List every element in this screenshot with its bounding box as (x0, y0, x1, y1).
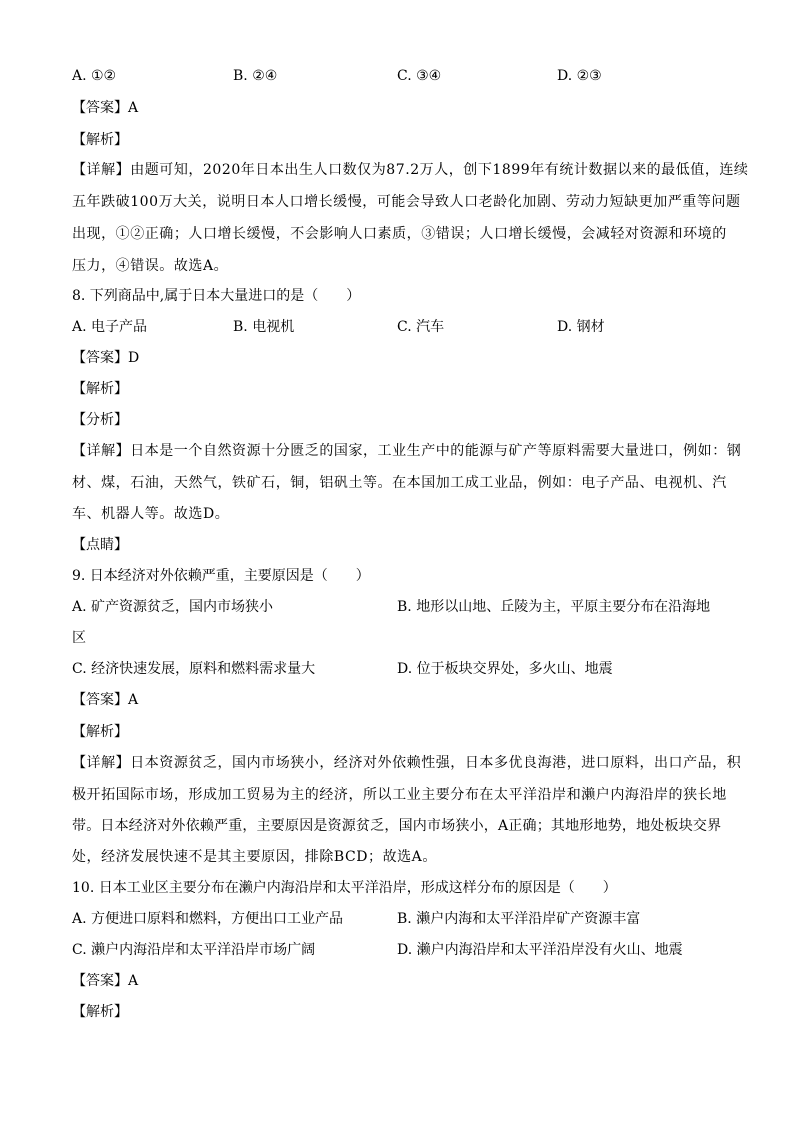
q9-option-b: B. 地形以山地、丘陵为主，平原主要分布在沿海地 (397, 599, 711, 615)
q7-detail-line-3: 出现，①②正确；人口增长缓慢，不会影响人口素质，③错误；人口增长缓慢，会减轻对资源和环境的 (72, 226, 727, 242)
q7-answer: 【答案】A (72, 100, 139, 116)
q8-answer: 【答案】D (72, 350, 140, 366)
q7-option-a: A. ①② (72, 68, 117, 84)
q9-detail-line-2: 极开拓国际市场，形成加工贸易为主的经济，所以工业主要分布在太平洋沿岸和濑户内海沿岸的狭长地 (72, 787, 727, 803)
q10-option-d: D. 濑户内海沿岸和太平洋沿岸没有火山、地震 (397, 942, 683, 958)
q8-stem: 8. 下列商品中,属于日本大量进口的是（ ） (72, 288, 361, 304)
q8-comment-heading: 【点睛】 (72, 537, 128, 553)
q9-detail-line-4: 处，经济发展快速不是其主要原因，排除BCD；故选A。 (72, 849, 437, 865)
q8-detail-line-3: 车、机器人等。故选D。 (72, 506, 230, 522)
q9-detail-line-3: 带。日本经济对外依赖严重，主要原因是资源贫乏，国内市场狭小，A正确；其地形地势，地处板块交界 (72, 818, 722, 834)
q9-option-b-wrap: 区 (72, 630, 86, 646)
q9-detail-line-1: 【详解】日本资源贫乏，国内市场狭小，经济对外依赖性强，日本多优良海港，进口原料，出口产品，积 (72, 755, 742, 771)
q7-detail-line-1: 【详解】由题可知，2020年日本出生人口数仅为87.2万人，创下1899年有统计数据以来的最低值，连续 (72, 162, 749, 178)
q7-option-c: C. ③④ (397, 68, 442, 84)
q7-option-d: D. ②③ (557, 68, 602, 84)
q10-stem: 10. 日本工业区主要分布在濑户内海沿岸和太平洋沿岸，形成这样分布的原因是（ ） (72, 880, 617, 896)
q10-option-c: C. 濑户内海沿岸和太平洋沿岸市场广阔 (72, 942, 316, 958)
q8-option-b: B. 电视机 (233, 319, 295, 335)
q8-option-a: A. 电子产品 (72, 319, 148, 335)
q9-option-a: A. 矿产资源贫乏，国内市场狭小 (72, 599, 274, 615)
q9-stem: 9. 日本经济对外依赖严重，主要原因是（ ） (72, 568, 370, 584)
q9-answer: 【答案】A (72, 692, 139, 708)
q8-option-c: C. 汽车 (397, 319, 445, 335)
q10-option-a: A. 方便进口原料和燃料，方便出口工业产品 (72, 911, 344, 927)
q10-answer: 【答案】A (72, 973, 139, 989)
q8-analyze-heading: 【分析】 (72, 412, 128, 428)
q7-analysis-heading: 【解析】 (72, 132, 128, 148)
q10-option-b: B. 濑户内海和太平洋沿岸矿产资源丰富 (397, 911, 641, 927)
q9-analysis-heading: 【解析】 (72, 724, 128, 740)
q10-analysis-heading: 【解析】 (72, 1004, 128, 1020)
q7-detail-line-4: 压力，④错误。故选A。 (72, 258, 229, 274)
q9-option-c: C. 经济快速发展，原料和燃料需求量大 (72, 661, 316, 677)
q7-option-b: B. ②④ (233, 68, 278, 84)
q7-detail-line-2: 五年跌破100万大关，说明日本人口增长缓慢，可能会导致人口老龄化加剧、劳动力短缺更加严重等问题 (72, 194, 741, 210)
q8-detail-line-1: 【详解】日本是一个自然资源十分匮乏的国家，工业生产中的能源与矿产等原料需要大量进口，例如：钢 (72, 443, 742, 459)
q8-analysis-heading: 【解析】 (72, 381, 128, 397)
q8-option-d: D. 钢材 (557, 319, 605, 335)
q9-option-d: D. 位于板块交界处，多火山、地震 (397, 661, 613, 677)
q8-detail-line-2: 材、煤，石油，天然气，铁矿石，铜，铝矾土等。在本国加工成工业品，例如：电子产品、电视机、汽 (72, 475, 727, 491)
